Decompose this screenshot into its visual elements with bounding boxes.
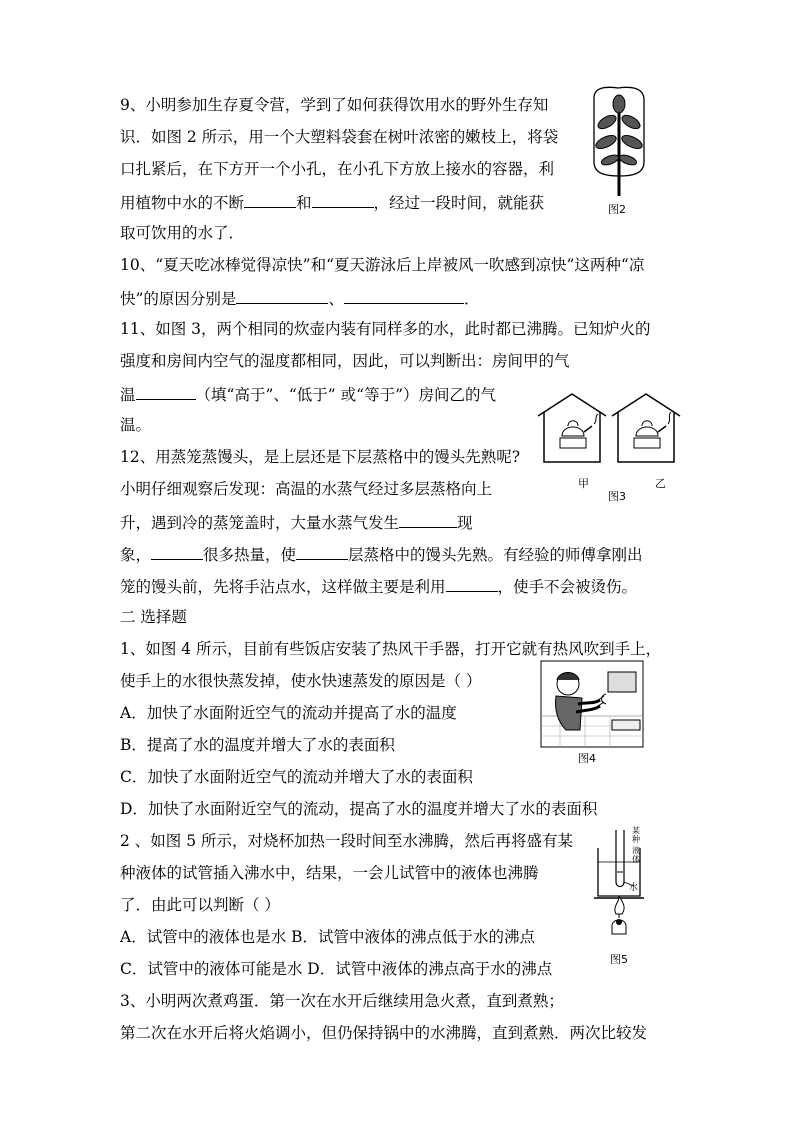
q12-line-4 [120,543,643,565]
figure-4-caption: 图4 [578,752,596,765]
mc1-option-c: C．加快了水面附近空气的流动并增大了水的表面积 [120,768,473,786]
figure-2-caption: 图2 [608,203,626,216]
answer-blank [151,543,203,560]
beaker-test-tube-illustration [590,826,650,950]
text-segment: 笼的馒头前，先将手沾点水，这样做主要是利用 [120,578,446,596]
mc3-line-1: 3、小明两次煮鸡蛋．第一次在水开后继续用急火煮，直到煮熟； [120,992,564,1010]
q9-line-2: 识．如图 2 所示，用一个大塑料袋套在树叶浓密的嫩枝上，将袋 [120,128,559,146]
answer-blank [446,575,498,592]
mc3-line-2: 第二次在水开后将火焰调小，但仍保持锅中的水沸腾，直到煮熟．两次比较发 [120,1024,648,1042]
text-segment: 层蒸格中的馒头先熟。有经验的师傅拿刚出 [348,546,643,564]
mc1-line-2: 使手上的水很快蒸发掉，使水快速蒸发的原因是（ ） [120,672,482,690]
two-houses-illustration [536,390,686,466]
text-segment: （填“高于”、“低于” 或“等于”）房间乙的气 [195,386,496,404]
text-segment: 现 [457,514,473,532]
q12-line-5 [120,575,637,597]
text-segment: ，经过一段时间，就能获 [373,194,545,212]
q9-line-4 [120,191,544,213]
q12-line-3 [120,511,473,533]
text-segment: 象， [120,546,152,564]
mc2-line-2: 种液体的试管插入沸水中，结果，一会儿试管中的液体也沸腾 [120,864,539,882]
figure-2 [588,82,650,202]
mc1-line-1: 1、如图 4 所示，目前有些饭店安装了热风干手器，打开它就有热风吹到手上， [120,640,662,658]
hand-dryer-illustration [540,660,644,748]
q12-line-2: 小明仔细观察后发现：高温的水蒸气经过多层蒸格向上 [120,480,493,498]
q11-line-3 [120,383,496,405]
section-heading: 二 选择题 [120,608,187,626]
answer-blank [296,543,348,560]
figure-3 [536,390,686,466]
q10-line-2 [120,287,479,309]
text-segment: 很多热量，使 [203,546,297,564]
room-b-label: 乙 [655,477,666,490]
text-segment: 和 [296,194,312,212]
q9-line-3: 口扎紧后，在下方开一个小孔，在小孔下方放上接水的容器，利 [120,160,555,178]
water-label: 水 [629,883,639,893]
q9-line-1: 9、小明参加生存夏令营，学到了如何获得饮用水的野外生存知 [120,96,549,114]
q11-line-4: 温。 [120,416,152,434]
room-a-label: 甲 [578,477,589,490]
answer-blank [136,383,196,400]
mc2-line-1: 2 、如图 5 所示，对烧杯加热一段时间至水沸腾，然后再将盛有某 [120,832,574,850]
mc1-option-a: A．加快了水面附近空气的流动并提高了水的温度 [120,704,457,722]
answer-blank [244,191,296,208]
q11-line-2: 强度和房间内空气的湿度都相同，因此，可以判断出：房间甲的气 [120,352,570,370]
q9-line-5: 取可饮用的水了． [120,224,245,242]
liquid-label-bottom: 液体 [632,846,640,864]
bag-on-branch-illustration [588,82,650,202]
answer-blank [344,287,464,304]
text-segment: ，使手不会被烫伤。 [497,578,638,596]
text-segment: 升，遇到冷的蒸笼盖时，大量水蒸气发生 [120,514,400,532]
figure-5-caption: 图5 [610,953,628,966]
figure-5 [590,826,650,950]
mc1-option-d: D．加快了水面附近空气的流动，提高了水的温度并增大了水的表面积 [120,800,598,818]
figure-3-caption: 图3 [608,490,626,503]
mc2-options-cd: C．试管中的液体可能是水 D．试管中液体的沸点高于水的沸点 [120,960,553,978]
answer-blank [312,191,374,208]
text-segment: 、 [328,290,344,308]
answer-blank [236,287,328,304]
text-segment: 温 [120,386,136,404]
liquid-label-top: 某种 [632,826,640,844]
figure-4 [540,660,644,748]
mc1-option-b: B．提高了水的温度并增大了水的表面积 [120,736,395,754]
q12-line-1: 12、用蒸笼蒸馒头，是上层还是下层蒸格中的馒头先熟呢? [120,448,521,466]
mc2-line-3: 了．由此可以判断（ ） [120,896,280,914]
text-segment: 快”的原因分别是 [120,290,237,308]
q10-line-1: 10、“夏天吃冰棒觉得凉快”和“夏天游泳后上岸被风一吹感到凉快”这两种“凉 [120,256,645,274]
q11-line-1: 11、如图 3，两个相同的炊壶内装有同样多的水，此时都已沸腾。已知炉火的 [120,320,651,338]
text-segment: 用植物中水的不断 [120,194,245,212]
text-segment: ． [463,290,480,308]
mc2-options-ab: A．试管中的液体也是水 B．试管中液体的沸点低于水的沸点 [120,928,536,946]
answer-blank [399,511,457,528]
